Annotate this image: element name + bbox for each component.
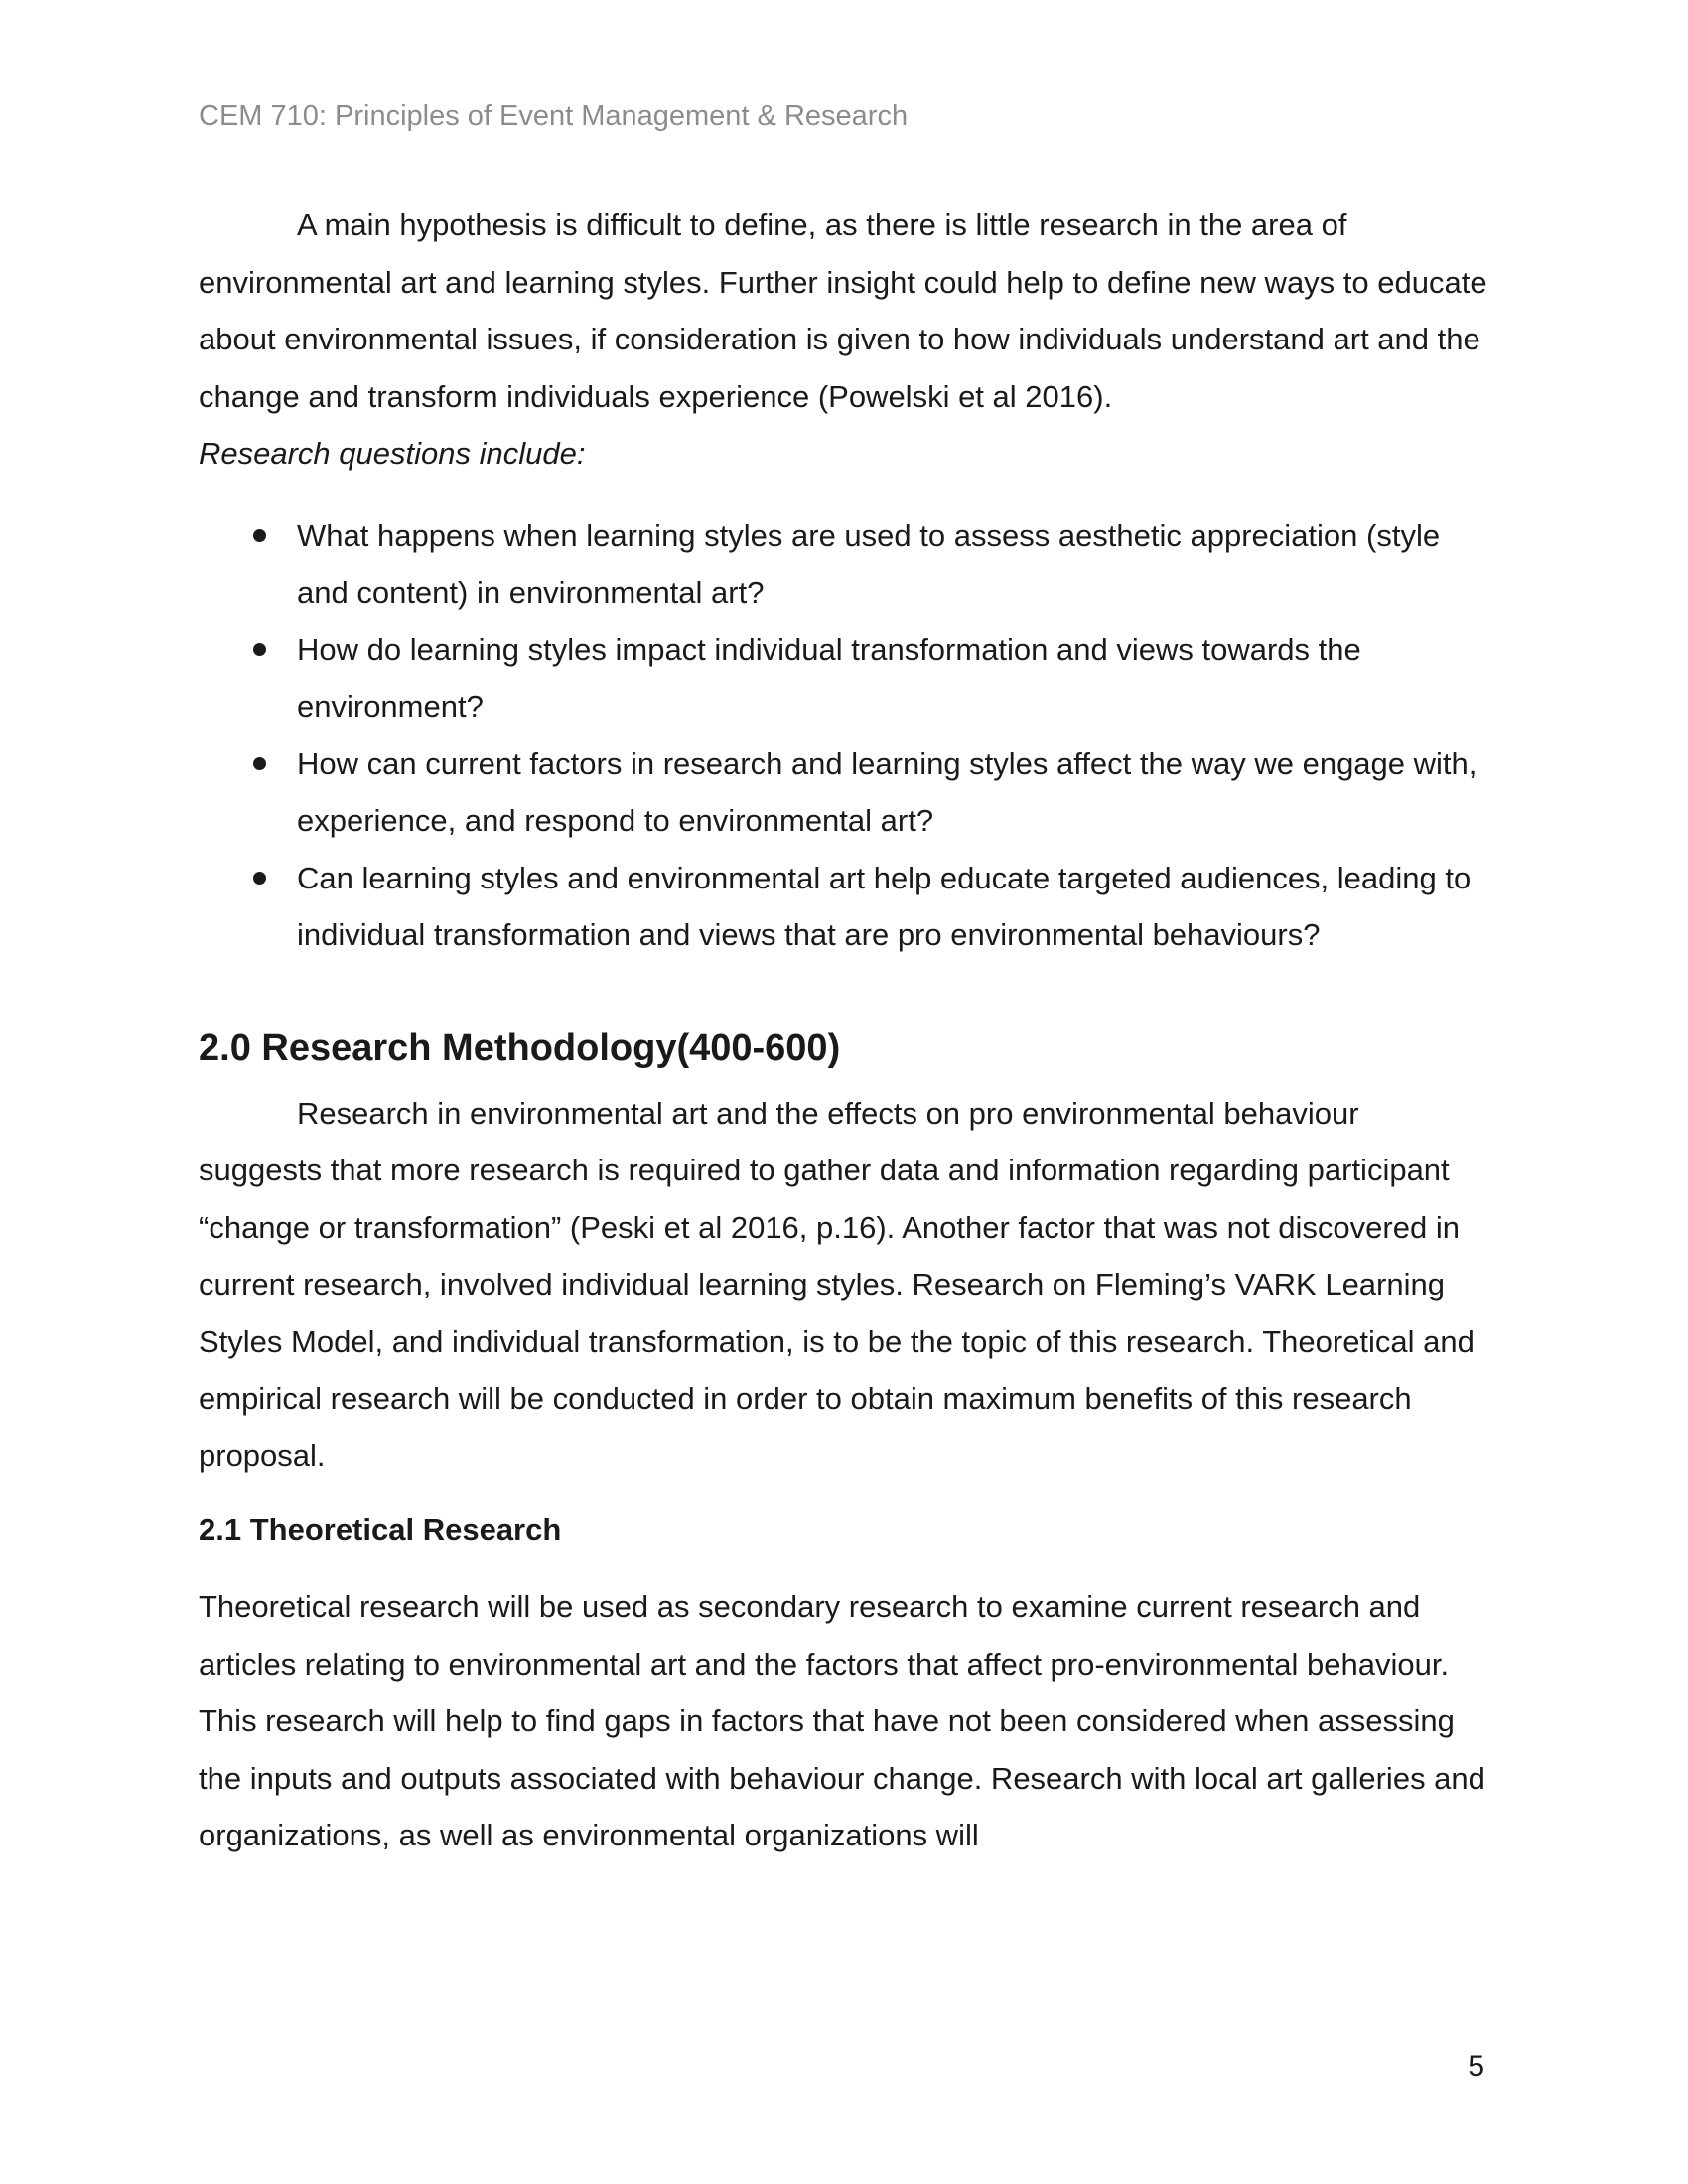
question-text: What happens when learning styles are used to assess aesthetic appreciation (style and content) in environmental art?	[297, 517, 1441, 610]
bullet-icon	[253, 757, 266, 770]
question-text: How do learning styles impact individual transformation and views towards the environment?	[297, 631, 1361, 724]
intro-paragraph: A main hypothesis is difficult to define, as there is little research in the area of environmental art and learning styles. Further insight could help to define new ways to educate about environmental issues, if consideration is given to how individuals understand art and the change and transform individuals experience (Powelski et al 2016).	[199, 207, 1487, 414]
bullet-icon	[253, 529, 266, 542]
list-item	[199, 736, 1489, 850]
page-body	[199, 197, 1489, 1864]
theoretical-paragraph: Theoretical research will be used as secondary research to examine current research and articles relating to environmental art and the factors that affect pro-environmental behaviour. This research will help to find gaps in factors that have not been considered when assessing the inputs and outputs associated with behaviour change. Research with local art galleries and organizations, as well as environmental organizations will	[199, 1589, 1485, 1852]
research-questions-list	[199, 507, 1489, 964]
list-item	[199, 850, 1489, 964]
running-header: CEM 710: Principles of Event Management & Research	[199, 100, 909, 132]
theoretical-heading: 2.1 Theoretical Research	[199, 1512, 562, 1547]
list-item	[199, 507, 1489, 621]
page-number: 5	[1468, 2050, 1484, 2083]
list-item	[199, 621, 1489, 736]
question-text: How can current factors in research and learning styles affect the way we engage with, experience, and respond to environmental art?	[297, 746, 1477, 838]
bullet-icon	[253, 872, 266, 885]
research-questions-label: Research questions include:	[199, 436, 586, 471]
bullet-icon	[253, 643, 266, 656]
methodology-heading: 2.0 Research Methodology(400-600)	[199, 1026, 841, 1069]
question-text: Can learning styles and environmental art help educate targeted audiences, leading to individual transformation and views that are pro environmental behaviours?	[297, 860, 1472, 952]
methodology-paragraph: Research in environmental art and the effects on pro environmental behaviour suggests that more research is required to gather data and information regarding participant “change or transformation” (Peski et al 2016, p.16). Another factor that was not discovered in current research, involved individual learning styles. Research on Fleming’s VARK Learning Styles Model, and individual transformation, is to be the topic of this research. Theoretical and empirical research will be conducted in order to obtain maximum benefits of this research proposal.	[199, 1095, 1475, 1473]
